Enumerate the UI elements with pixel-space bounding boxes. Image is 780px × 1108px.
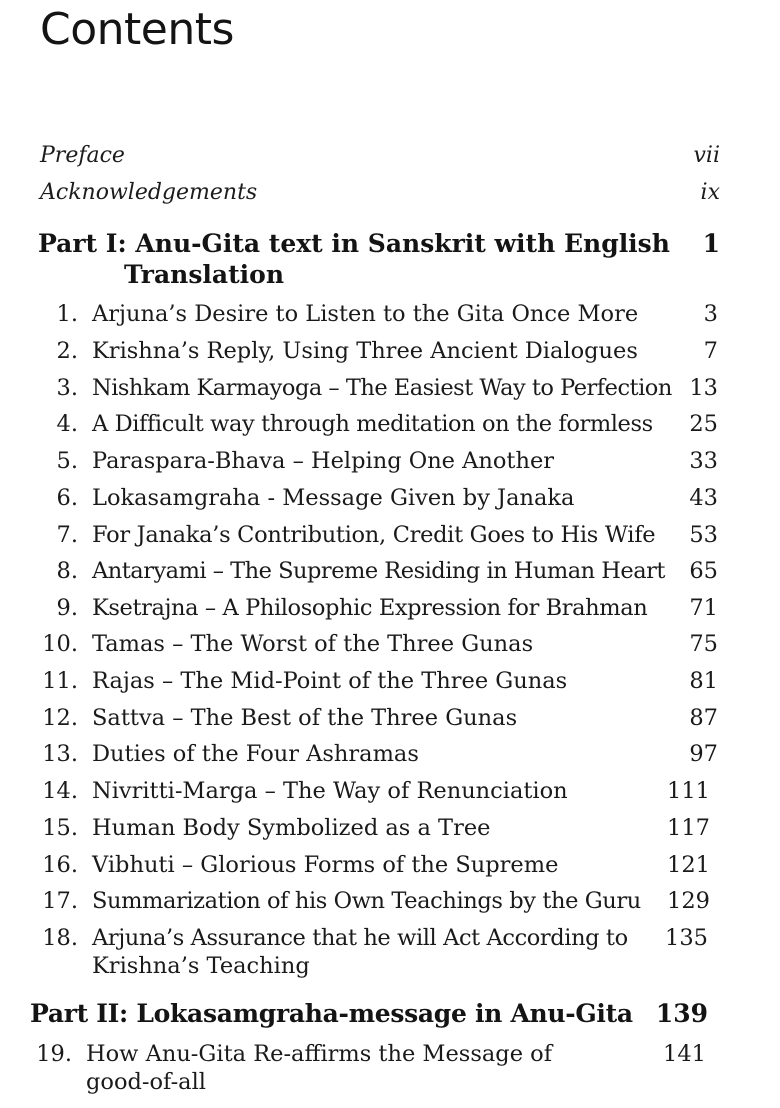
- part-page: 1: [702, 229, 720, 258]
- chapter-number: 6.: [56, 485, 78, 511]
- chapter-title: A Difficult way through meditation on the formless: [92, 411, 653, 437]
- chapter-number: 12.: [42, 705, 78, 731]
- chapter-number: 8.: [56, 558, 78, 584]
- chapter-page: 81: [689, 668, 718, 694]
- chapter-page: 75: [689, 631, 718, 657]
- chapter-number: 7.: [56, 522, 78, 548]
- chapter-number: 10.: [42, 631, 78, 657]
- chapter-title: Arjuna’s Desire to Listen to the Gita Once More: [92, 301, 639, 327]
- chapter-number: 19.: [36, 1041, 72, 1067]
- chapter-title: Human Body Symbolized as a Tree: [92, 815, 491, 841]
- chapter-number: 5.: [56, 448, 78, 474]
- chapter-title: Tamas – The Worst of the Three Gunas: [92, 631, 534, 657]
- entry-title: Preface: [40, 143, 125, 168]
- chapter-page: 25: [689, 411, 718, 437]
- chapter-page: 97: [689, 741, 718, 767]
- chapter-page: 33: [689, 448, 718, 474]
- chapter-number: 4.: [56, 411, 78, 437]
- chapter-title: How Anu-Gita Re-affirms the Message of: [86, 1041, 553, 1067]
- page-title: Contents: [40, 4, 234, 55]
- chapter-title: Nivritti-Marga – The Way of Renunciation: [92, 778, 568, 804]
- chapter-page: 87: [689, 705, 718, 731]
- chapter-title: Summarization of his Own Teachings by the Guru: [92, 888, 641, 914]
- chapter-page: 43: [689, 485, 718, 511]
- chapter-page: 13: [689, 375, 718, 401]
- chapter-title: Ksetrajna – A Philosophic Expression for Brahman: [92, 595, 648, 621]
- chapter-number: 16.: [42, 852, 78, 878]
- chapter-title: Krishna’s Reply, Using Three Ancient Dialogues: [92, 338, 638, 364]
- chapter-number: 14.: [42, 778, 78, 804]
- chapter-title: Lokasamgraha - Message Given by Janaka: [92, 485, 575, 511]
- toc-entry-acknowledgements[interactable]: [40, 180, 720, 205]
- entry-page: ix: [700, 180, 720, 205]
- entry-title: Acknowledgements: [40, 180, 258, 205]
- chapter-title: For Janaka’s Contribution, Credit Goes to His Wife: [92, 522, 656, 548]
- part-title-line1: Part I: Anu-Gita text in Sanskrit with English: [38, 229, 670, 258]
- toc-part-1[interactable]: [38, 228, 720, 290]
- chapter-number: 13.: [42, 741, 78, 767]
- chapter-page: 53: [689, 522, 718, 548]
- chapter-number: 2.: [56, 338, 78, 364]
- toc-entry-preface[interactable]: [40, 143, 720, 168]
- chapter-page: 135: [665, 925, 708, 951]
- chapter-title: Vibhuti – Glorious Forms of the Supreme: [92, 852, 559, 878]
- chapter-title-line2: Krishna’s Teaching: [92, 953, 310, 979]
- chapter-title: Rajas – The Mid-Point of the Three Gunas: [92, 668, 568, 694]
- chapter-title: Antaryami – The Supreme Residing in Human Heart: [92, 558, 665, 584]
- chapter-number: 18.: [42, 925, 78, 951]
- chapter-page: 7: [703, 338, 718, 364]
- chapter-page: 65: [689, 558, 718, 584]
- chapter-title-line2: good-of-all: [86, 1069, 206, 1095]
- part-title-line1: Part II: Lokasamgraha-message in Anu-Gita: [30, 999, 633, 1028]
- chapter-number: 1.: [56, 301, 78, 327]
- chapter-page: 3: [703, 301, 718, 327]
- chapter-title: Nishkam Karmayoga – The Easiest Way to Perfection: [92, 375, 672, 401]
- chapter-page: 71: [689, 595, 718, 621]
- part-page: 139: [655, 999, 708, 1028]
- chapter-number: 3.: [56, 375, 78, 401]
- chapter-page: 129: [667, 888, 710, 914]
- chapter-number: 15.: [42, 815, 78, 841]
- chapter-number: 17.: [42, 888, 78, 914]
- chapter-title: Paraspara-Bhava – Helping One Another: [92, 448, 555, 474]
- chapter-page: 141: [663, 1041, 706, 1067]
- chapter-title: Arjuna’s Assurance that he will Act According to: [92, 925, 628, 951]
- toc-chapter[interactable]: [32, 1040, 706, 1100]
- chapter-title: Duties of the Four Ashramas: [92, 741, 419, 767]
- chapter-number: 11.: [42, 668, 78, 694]
- entry-page: vii: [693, 143, 720, 168]
- chapter-page: 111: [667, 778, 710, 804]
- part-title-line2: Translation: [124, 260, 284, 289]
- toc-chapter[interactable]: [38, 924, 708, 984]
- chapter-page: 121: [667, 852, 710, 878]
- chapter-page: 117: [667, 815, 710, 841]
- toc-part-2[interactable]: [30, 998, 708, 1029]
- chapter-title: Sattva – The Best of the Three Gunas: [92, 705, 518, 731]
- chapter-number: 9.: [56, 595, 78, 621]
